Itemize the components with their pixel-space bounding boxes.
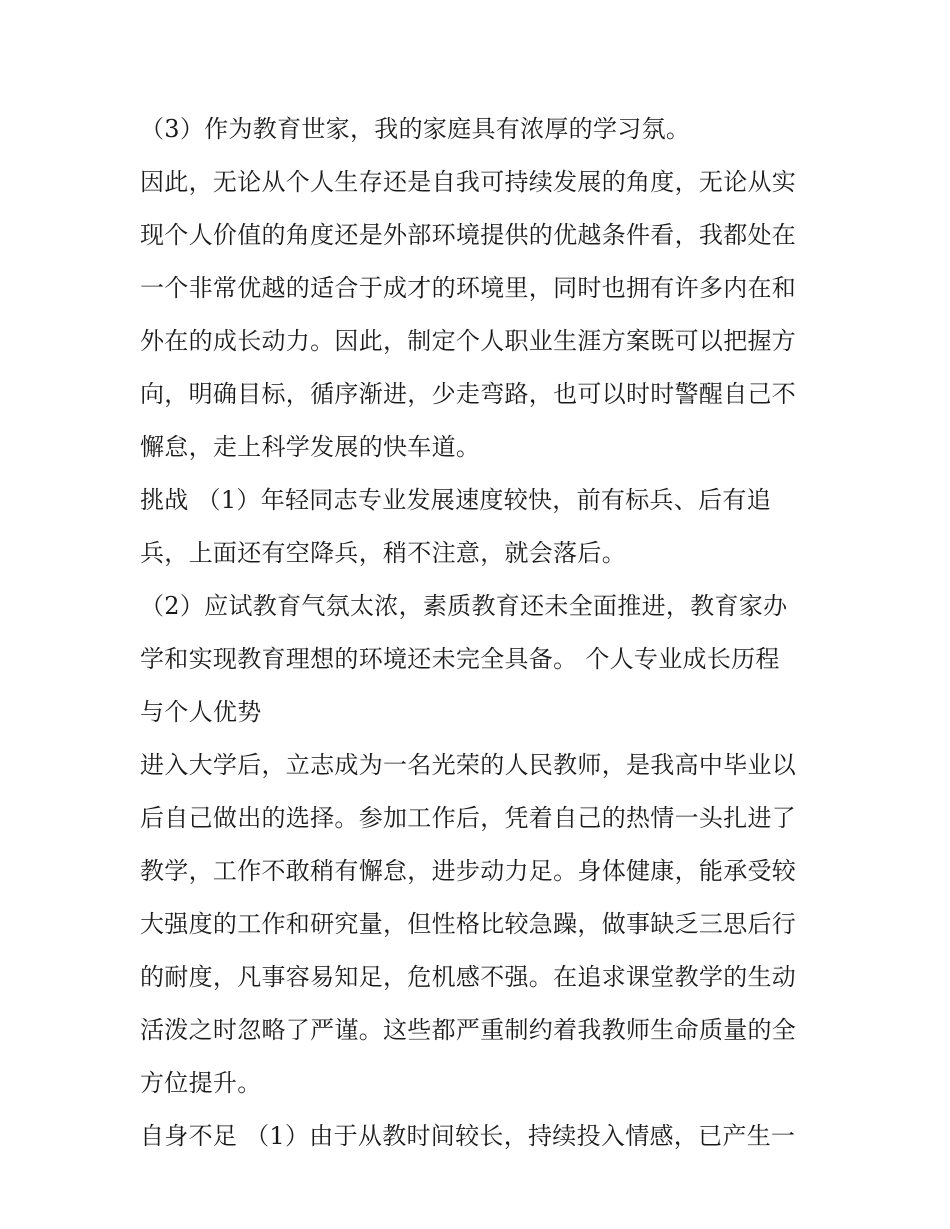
text-line: 懈怠，走上科学发展的快车道。 <box>140 433 481 461</box>
text-line: 一个非常优越的适合于成才的环境里，同时也拥有许多内在和 <box>140 274 797 302</box>
text-line: 外在的成长动力。因此，制定个人职业生涯方案既可以把握方 <box>140 327 797 355</box>
text-line: （2）应试教育气氛太浓，素质教育还未全面推进，教育家办 <box>140 592 788 620</box>
text-line: 因此，无论从个人生存还是自我可持续发展的角度，无论从实 <box>140 168 797 196</box>
text-line: 学和实现教育理想的环境还未完全具备。 个人专业成长历程 <box>140 645 780 673</box>
text-line: （3）作为教育世家，我的家庭具有浓厚的学习氛。 <box>140 115 691 143</box>
text-line: 兵，上面还有空降兵，稍不注意，就会落后。 <box>140 539 626 567</box>
text-line: 与个人优势 <box>140 698 262 726</box>
text-line: 大强度的工作和研究量，但性格比较急躁，做事缺乏三思后行 <box>140 910 797 938</box>
text-line: 活泼之时忽略了严谨。这些都严重制约着我教师生命质量的全 <box>140 1016 797 1044</box>
text-line: 现个人价值的角度还是外部环境提供的优越条件看，我都处在 <box>140 221 797 249</box>
text-line: 自身不足 （1）由于从教时间较长，持续投入情感，已产生一 <box>140 1122 796 1150</box>
text-line: 的耐度，凡事容易知足，危机感不强。在追求课堂教学的生动 <box>140 963 797 991</box>
text-line: 方位提升。 <box>140 1069 262 1097</box>
text-line: 教学，工作不敢稍有懈怠，进步动力足。身体健康，能承受较 <box>140 857 797 885</box>
text-line: 挑战 （1）年轻同志专业发展速度较快，前有标兵、后有追 <box>140 486 771 514</box>
text-line: 向，明确目标，循序渐进，少走弯路，也可以时时警醒自己不 <box>140 380 797 408</box>
text-line: 后自己做出的选择。参加工作后，凭着自己的热情一头扎进了 <box>140 804 797 832</box>
text-line: 进入大学后，立志成为一名光荣的人民教师，是我高中毕业以 <box>140 751 797 779</box>
